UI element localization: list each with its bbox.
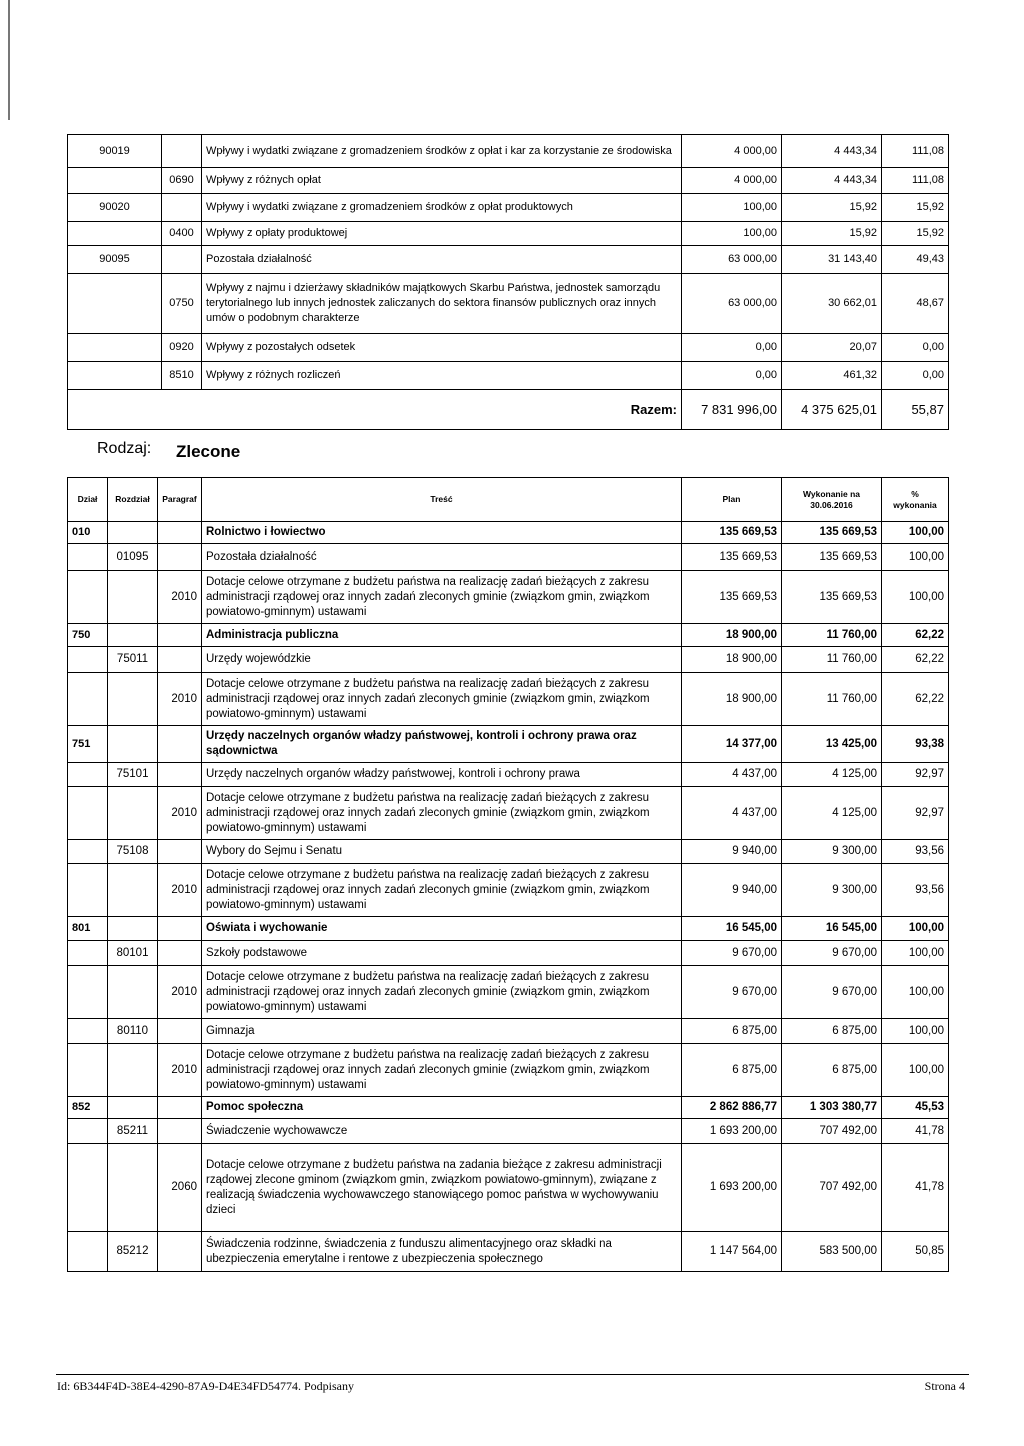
- cell-rozdzial: 80101: [108, 941, 158, 966]
- cell-procent: 100,00: [882, 1044, 949, 1097]
- cell-paragraf: [158, 1097, 202, 1119]
- cell-plan: 6 875,00: [682, 1019, 782, 1044]
- cell-procent: 100,00: [882, 571, 949, 624]
- cell-rozdzial: [108, 673, 158, 726]
- cell-wykonanie: 707 492,00: [782, 1144, 882, 1232]
- cell-tresc: Dotacje celowe otrzymane z budżetu państwa na realizację zadań bieżących z zakresu administracji rządowej oraz innych zadań zleconych gminie (związkom gmin, związkom powiatowo-gminnym) ustawami: [202, 966, 682, 1019]
- cell-tresc: Dotacje celowe otrzymane z budżetu państwa na realizację zadań bieżących z zakresu administracji rządowej oraz innych zadań zleconych gminie (związkom gmin, związkom powiatowo-gminnym) ustawami: [202, 673, 682, 726]
- cell-dzial: [68, 673, 108, 726]
- cell-wykonanie: 1 303 380,77: [782, 1097, 882, 1119]
- header-tresc: Treść: [202, 478, 682, 522]
- cell-rozdzial: [108, 1044, 158, 1097]
- cell-dzial: 751: [68, 726, 108, 763]
- cell-paragraf: 2010: [158, 787, 202, 840]
- cell-paragraf: [162, 135, 202, 168]
- section-row: [68, 522, 949, 544]
- cell-plan: 135 669,53: [682, 544, 782, 571]
- cell-plan: 9 670,00: [682, 966, 782, 1019]
- cell-tresc: Wpływy i wydatki związane z gromadzeniem środków z opłat i kar za korzystanie ze środowiska: [202, 135, 682, 168]
- cell-rozdzial: 90095: [68, 246, 162, 274]
- cell-wykonanie: 6 875,00: [782, 1019, 882, 1044]
- cell-procent: 0,00: [882, 334, 949, 362]
- cell-tresc: Pozostała działalność: [202, 246, 682, 274]
- cell-wykonanie: 9 300,00: [782, 864, 882, 917]
- cell-wykonanie: 9 300,00: [782, 840, 882, 864]
- cell-paragraf: 2010: [158, 571, 202, 624]
- cell-wykonanie: 9 670,00: [782, 941, 882, 966]
- cell-dzial: [68, 941, 108, 966]
- footer-divider: [56, 1374, 969, 1375]
- cell-tresc: Dotacje celowe otrzymane z budżetu państwa na zadania bieżące z zakresu administracji rządowej zlecone gminom (związkom gmin, związkom powiatowo-gminnym), związane z realizacją świadczenia wychowawczego stanowiącego pomoc państwa w wychowywaniu dzieci: [202, 1144, 682, 1232]
- cell-procent: 62,22: [882, 624, 949, 647]
- cell-tresc: Wybory do Sejmu i Senatu: [202, 840, 682, 864]
- table-row: [68, 571, 949, 624]
- cell-wykonanie: 135 669,53: [782, 544, 882, 571]
- table-row: [68, 647, 949, 673]
- cell-procent: 100,00: [882, 522, 949, 544]
- header-procent: [882, 478, 949, 522]
- cell-rozdzial: [68, 334, 162, 362]
- cell-paragraf: [158, 624, 202, 647]
- cell-rozdzial: [108, 917, 158, 941]
- cell-tresc: Pozostała działalność: [202, 544, 682, 571]
- section-row: [68, 917, 949, 941]
- cell-procent: 100,00: [882, 966, 949, 1019]
- table-row: [68, 362, 949, 390]
- cell-procent: 41,78: [882, 1119, 949, 1144]
- cell-procent: 93,38: [882, 726, 949, 763]
- cell-wykonanie: 11 760,00: [782, 673, 882, 726]
- cell-paragraf: [158, 941, 202, 966]
- table-row: [68, 1044, 949, 1097]
- cell-wykonanie: 4 443,34: [782, 135, 882, 168]
- total-wykonanie: 4 375 625,01: [782, 390, 882, 430]
- cell-rozdzial: [108, 726, 158, 763]
- header-wykonanie-label: Wykonanie na: [803, 488, 860, 499]
- cell-dzial: [68, 1232, 108, 1272]
- section-row: [68, 624, 949, 647]
- total-row: [68, 390, 949, 430]
- cell-rozdzial: 80110: [108, 1019, 158, 1044]
- cell-dzial: [68, 840, 108, 864]
- cell-procent: 111,08: [882, 135, 949, 168]
- cell-paragraf: [158, 647, 202, 673]
- cell-tresc: Świadczenia rodzinne, świadczenia z funduszu alimentacyjnego oraz składki na ubezpieczenia emerytalne i rentowe z ubezpieczenia społecznego: [202, 1232, 682, 1272]
- cell-plan: 100,00: [682, 194, 782, 222]
- cell-rozdzial: 85212: [108, 1232, 158, 1272]
- cell-dzial: [68, 966, 108, 1019]
- cell-procent: 100,00: [882, 544, 949, 571]
- cell-wykonanie: 11 760,00: [782, 647, 882, 673]
- header-rozdzial: Rozdział: [108, 478, 158, 522]
- header-procent-label: wykonania: [893, 499, 937, 510]
- cell-rozdzial: [68, 168, 162, 194]
- cell-tresc: Gimnazja: [202, 1019, 682, 1044]
- header-paragraf: Paragraf: [158, 478, 202, 522]
- cell-wykonanie: 15,92: [782, 222, 882, 246]
- table-row: [68, 135, 949, 168]
- cell-paragraf: 8510: [162, 362, 202, 390]
- cell-rozdzial: [68, 222, 162, 246]
- rodzaj-value: Zlecone: [176, 442, 241, 461]
- cell-rozdzial: [108, 522, 158, 544]
- cell-tresc: Pomoc społeczna: [202, 1097, 682, 1119]
- cell-tresc: Dotacje celowe otrzymane z budżetu państwa na realizację zadań bieżących z zakresu administracji rządowej oraz innych zadań zleconych gminie (związkom gmin, związkom powiatowo-gminnym) ustawami: [202, 864, 682, 917]
- cell-procent: 50,85: [882, 1232, 949, 1272]
- header-procent-sign: %: [911, 488, 919, 499]
- cell-paragraf: [158, 726, 202, 763]
- cell-rozdzial: [108, 787, 158, 840]
- cell-plan: 2 862 886,77: [682, 1097, 782, 1119]
- income-table-own: [67, 134, 949, 430]
- cell-procent: 100,00: [882, 941, 949, 966]
- cell-dzial: [68, 1119, 108, 1144]
- cell-dzial: 801: [68, 917, 108, 941]
- cell-plan: 16 545,00: [682, 917, 782, 941]
- cell-rozdzial: [108, 1097, 158, 1119]
- cell-rozdzial: [68, 274, 162, 334]
- cell-plan: 135 669,53: [682, 522, 782, 544]
- cell-tresc: Wpływy i wydatki związane z gromadzeniem środków z opłat produktowych: [202, 194, 682, 222]
- section-row: [68, 726, 949, 763]
- cell-wykonanie: 461,32: [782, 362, 882, 390]
- cell-paragraf: 2010: [158, 1044, 202, 1097]
- cell-procent: 100,00: [882, 917, 949, 941]
- cell-paragraf: [158, 522, 202, 544]
- cell-paragraf: [158, 763, 202, 787]
- cell-plan: 6 875,00: [682, 1044, 782, 1097]
- cell-tresc: Szkoły podstawowe: [202, 941, 682, 966]
- cell-wykonanie: 583 500,00: [782, 1232, 882, 1272]
- cell-tresc: Dotacje celowe otrzymane z budżetu państwa na realizację zadań bieżących z zakresu administracji rządowej oraz innych zadań zleconych gminie (związkom gmin, związkom powiatowo-gminnym) ustawami: [202, 787, 682, 840]
- table-row: [68, 787, 949, 840]
- cell-procent: 92,97: [882, 787, 949, 840]
- cell-paragraf: [158, 840, 202, 864]
- cell-dzial: [68, 544, 108, 571]
- table-row: [68, 246, 949, 274]
- cell-plan: 4 000,00: [682, 168, 782, 194]
- cell-paragraf: 2010: [158, 673, 202, 726]
- table-row: [68, 222, 949, 246]
- cell-paragraf: [158, 1232, 202, 1272]
- cell-dzial: 010: [68, 522, 108, 544]
- cell-rozdzial: 75011: [108, 647, 158, 673]
- cell-wykonanie: 4 443,34: [782, 168, 882, 194]
- cell-plan: 135 669,53: [682, 571, 782, 624]
- cell-rozdzial: [68, 362, 162, 390]
- cell-dzial: 852: [68, 1097, 108, 1119]
- cell-plan: 100,00: [682, 222, 782, 246]
- table-row: [68, 941, 949, 966]
- cell-tresc: Urzędy wojewódzkie: [202, 647, 682, 673]
- cell-tresc: Wpływy z różnych rozliczeń: [202, 362, 682, 390]
- cell-paragraf: 2010: [158, 966, 202, 1019]
- table-row: [68, 544, 949, 571]
- cell-plan: 4 437,00: [682, 763, 782, 787]
- rodzaj-label: Rodzaj:: [97, 440, 152, 457]
- cell-wykonanie: 6 875,00: [782, 1044, 882, 1097]
- cell-plan: 1 693 200,00: [682, 1144, 782, 1232]
- cell-paragraf: [158, 1019, 202, 1044]
- section-row: [68, 1097, 949, 1119]
- cell-procent: 45,53: [882, 1097, 949, 1119]
- cell-wykonanie: 707 492,00: [782, 1119, 882, 1144]
- cell-tresc: Urzędy naczelnych organów władzy państwowej, kontroli i ochrony prawa oraz sądownictwa: [202, 726, 682, 763]
- cell-rozdzial: 75101: [108, 763, 158, 787]
- cell-rozdzial: 90020: [68, 194, 162, 222]
- cell-plan: 18 900,00: [682, 647, 782, 673]
- cell-procent: 92,97: [882, 763, 949, 787]
- cell-tresc: Administracja publiczna: [202, 624, 682, 647]
- total-label: Razem:: [68, 390, 682, 430]
- cell-rozdzial: 75108: [108, 840, 158, 864]
- cell-tresc: Rolnictwo i łowiectwo: [202, 522, 682, 544]
- cell-rozdzial: [108, 1144, 158, 1232]
- cell-dzial: 750: [68, 624, 108, 647]
- table-row: [68, 1232, 949, 1272]
- cell-plan: 1 693 200,00: [682, 1119, 782, 1144]
- cell-tresc: Urzędy naczelnych organów władzy państwowej, kontroli i ochrony prawa: [202, 763, 682, 787]
- cell-paragraf: [158, 1119, 202, 1144]
- cell-procent: 49,43: [882, 246, 949, 274]
- cell-plan: 9 940,00: [682, 840, 782, 864]
- cell-tresc: Dotacje celowe otrzymane z budżetu państwa na realizację zadań bieżących z zakresu administracji rządowej oraz innych zadań zleconych gminie (związkom gmin, związkom powiatowo-gminnym) ustawami: [202, 571, 682, 624]
- table-row: [68, 840, 949, 864]
- cell-rozdzial: [108, 864, 158, 917]
- cell-tresc: Wpływy z pozostałych odsetek: [202, 334, 682, 362]
- table-header-row: [68, 478, 949, 522]
- cell-wykonanie: 4 125,00: [782, 787, 882, 840]
- document-id: Id: 6B344F4D-38E4-4290-87A9-D4E34FD54774. Podpisany: [57, 1379, 354, 1393]
- cell-tresc: Wpływy z opłaty produktowej: [202, 222, 682, 246]
- cell-wykonanie: 4 125,00: [782, 763, 882, 787]
- cell-procent: 15,92: [882, 222, 949, 246]
- cell-dzial: [68, 763, 108, 787]
- cell-dzial: [68, 1144, 108, 1232]
- cell-dzial: [68, 1019, 108, 1044]
- cell-wykonanie: 31 143,40: [782, 246, 882, 274]
- table-row: [68, 966, 949, 1019]
- table-row: [68, 194, 949, 222]
- cell-paragraf: [158, 544, 202, 571]
- page-number: Strona 4: [924, 1379, 965, 1393]
- cell-dzial: [68, 647, 108, 673]
- cell-paragraf: 2010: [158, 864, 202, 917]
- cell-paragraf: [158, 917, 202, 941]
- table-row: [68, 168, 949, 194]
- table-row: [68, 1144, 949, 1232]
- cell-tresc: Dotacje celowe otrzymane z budżetu państwa na realizację zadań bieżących z zakresu administracji rządowej oraz innych zadań zleconych gminie (związkom gmin, związkom powiatowo-gminnym) ustawami: [202, 1044, 682, 1097]
- cell-paragraf: 0400: [162, 222, 202, 246]
- cell-plan: 63 000,00: [682, 246, 782, 274]
- cell-plan: 1 147 564,00: [682, 1232, 782, 1272]
- cell-rozdzial: [108, 624, 158, 647]
- table-row: [68, 763, 949, 787]
- cell-plan: 4 437,00: [682, 787, 782, 840]
- scan-edge-mark: [8, 0, 10, 120]
- cell-wykonanie: 20,07: [782, 334, 882, 362]
- cell-paragraf: 2060: [158, 1144, 202, 1232]
- table-row: [68, 1119, 949, 1144]
- header-plan: Plan: [682, 478, 782, 522]
- cell-procent: 100,00: [882, 1019, 949, 1044]
- income-table-commissioned: [67, 477, 949, 1272]
- cell-wykonanie: 15,92: [782, 194, 882, 222]
- cell-procent: 111,08: [882, 168, 949, 194]
- cell-wykonanie: 11 760,00: [782, 624, 882, 647]
- cell-procent: 41,78: [882, 1144, 949, 1232]
- total-procent: 55,87: [882, 390, 949, 430]
- cell-rozdzial: [108, 966, 158, 1019]
- cell-plan: 18 900,00: [682, 624, 782, 647]
- cell-wykonanie: 30 662,01: [782, 274, 882, 334]
- cell-wykonanie: 135 669,53: [782, 571, 882, 624]
- cell-paragraf: [162, 194, 202, 222]
- cell-tresc: Wpływy z różnych opłat: [202, 168, 682, 194]
- cell-rozdzial: 90019: [68, 135, 162, 168]
- table-row: [68, 864, 949, 917]
- cell-rozdzial: 85211: [108, 1119, 158, 1144]
- cell-tresc: Oświata i wychowanie: [202, 917, 682, 941]
- cell-plan: 4 000,00: [682, 135, 782, 168]
- cell-rozdzial: 01095: [108, 544, 158, 571]
- cell-procent: 48,67: [882, 274, 949, 334]
- cell-procent: 93,56: [882, 864, 949, 917]
- cell-procent: 0,00: [882, 362, 949, 390]
- cell-plan: 9 670,00: [682, 941, 782, 966]
- cell-procent: 15,92: [882, 194, 949, 222]
- cell-paragraf: [162, 246, 202, 274]
- cell-tresc: Świadczenie wychowawcze: [202, 1119, 682, 1144]
- header-wykonanie-date: 30.06.2016: [810, 499, 853, 510]
- cell-plan: 0,00: [682, 334, 782, 362]
- cell-tresc: Wpływy z najmu i dzierżawy składników majątkowych Skarbu Państwa, jednostek samorządu terytorialnego lub innych jednostek zaliczanych do sektora finansów publicznych oraz innych umów o podobnym charakterze: [202, 274, 682, 334]
- cell-paragraf: 0920: [162, 334, 202, 362]
- cell-wykonanie: 13 425,00: [782, 726, 882, 763]
- cell-procent: 62,22: [882, 673, 949, 726]
- cell-dzial: [68, 864, 108, 917]
- cell-plan: 9 940,00: [682, 864, 782, 917]
- cell-plan: 63 000,00: [682, 274, 782, 334]
- cell-wykonanie: 135 669,53: [782, 522, 882, 544]
- cell-procent: 62,22: [882, 647, 949, 673]
- cell-plan: 0,00: [682, 362, 782, 390]
- cell-paragraf: 0690: [162, 168, 202, 194]
- cell-dzial: [68, 787, 108, 840]
- cell-wykonanie: 16 545,00: [782, 917, 882, 941]
- total-plan: 7 831 996,00: [682, 390, 782, 430]
- cell-plan: 18 900,00: [682, 673, 782, 726]
- header-dzial: Dział: [68, 478, 108, 522]
- table-row: [68, 274, 949, 334]
- cell-rozdzial: [108, 571, 158, 624]
- table-row: [68, 673, 949, 726]
- cell-wykonanie: 9 670,00: [782, 966, 882, 1019]
- cell-plan: 14 377,00: [682, 726, 782, 763]
- cell-paragraf: 0750: [162, 274, 202, 334]
- table-row: [68, 1019, 949, 1044]
- header-wykonanie: [782, 478, 882, 522]
- table-row: [68, 334, 949, 362]
- cell-dzial: [68, 571, 108, 624]
- cell-dzial: [68, 1044, 108, 1097]
- cell-procent: 93,56: [882, 840, 949, 864]
